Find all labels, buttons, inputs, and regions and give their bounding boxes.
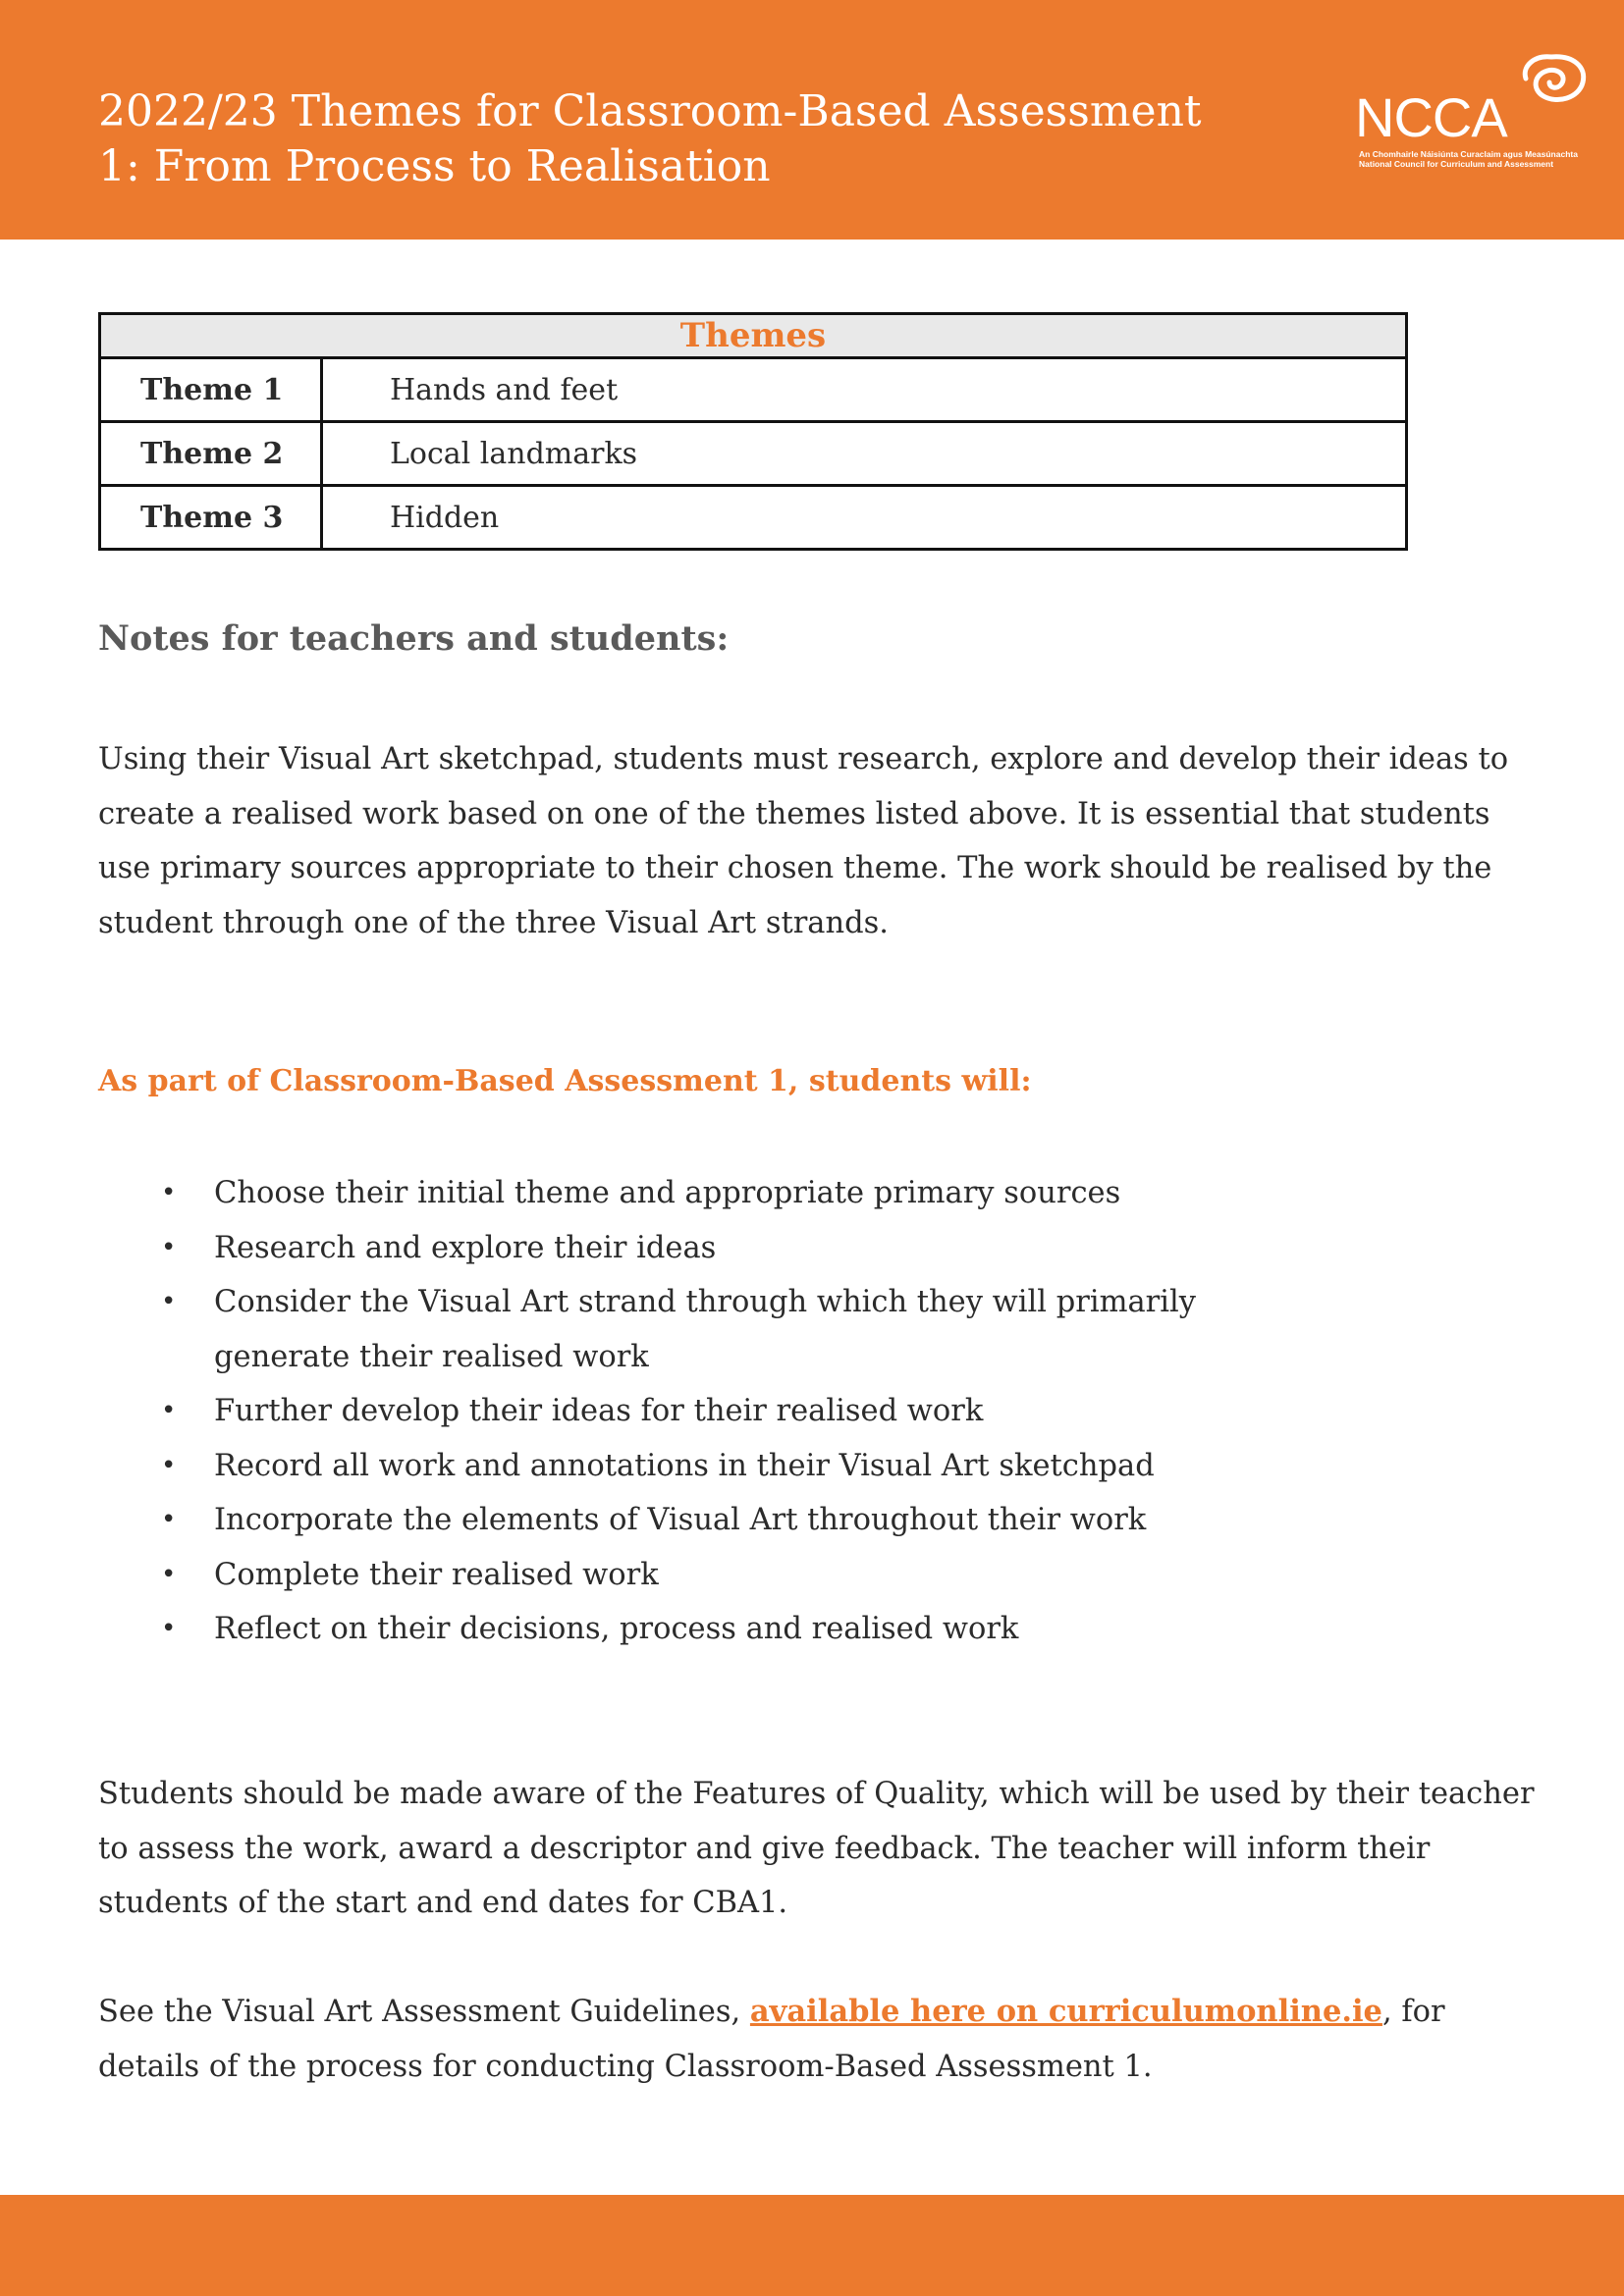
list-item: • Consider the Visual Art strand through which they will primarily generate their realised work (157, 1275, 1237, 1384)
table-row (100, 486, 1407, 550)
list-item: • Record all work and annotations in their Visual Art sketchpad (157, 1439, 1237, 1494)
theme-value: Hands and feet (322, 358, 1407, 422)
themes-table-heading: Themes (100, 314, 1407, 358)
footer-banner (0, 2195, 1624, 2296)
theme-label: Theme 3 (100, 486, 322, 550)
cba-heading: As part of Classroom-Based Assessment 1, students will: (98, 1064, 1032, 1098)
curriculumonline-link[interactable]: available here on curriculumonline.ie (749, 1994, 1382, 2029)
intro-paragraph: Using their Visual Art sketchpad, students must research, explore and develop their ideas to create a realised work based on one of the themes listed above. It is essential that students use primary sources appropriate to their chosen theme. The work should be realised by the student through one of the three Visual Art strands. (98, 742, 1509, 940)
list-item: • Complete their realised work (157, 1548, 1237, 1603)
list-item: • Choose their initial theme and appropriate primary sources (157, 1166, 1237, 1221)
page-title-line-2: 1: From Process to Realisation (98, 141, 771, 191)
page-title-line-1: 2022/23 Themes for Classroom-Based Assessment (98, 86, 1202, 136)
features-of-quality-paragraph: Students should be made aware of the Features of Quality, which will be used by their teacher to assess the work, award a descriptor and give feedback. The teacher will inform their students of the start and end dates for CBA1. (98, 1777, 1535, 1920)
list-item: • Research and explore their ideas (157, 1221, 1237, 1276)
list-item: • Further develop their ideas for their realised work (157, 1384, 1237, 1439)
swirl-logo-icon (1512, 49, 1591, 118)
logo-subtitle-irish: An Chomhairle Náisiúnta Curaclaim agus Measúnachta (1359, 149, 1578, 159)
theme-value: Hidden (322, 486, 1407, 550)
guidelines-text-after: , for details of the process for conducting Classroom-Based Assessment 1. (98, 1995, 1445, 2084)
logo-subtitle-english: National Council for Curriculum and Assessment (1359, 159, 1554, 169)
ncca-logo (1355, 49, 1591, 177)
table-row (100, 358, 1407, 422)
theme-value: Local landmarks (322, 422, 1407, 486)
guidelines-paragraph (98, 1985, 1542, 2094)
table-row (100, 422, 1407, 486)
themes-table (98, 312, 1408, 551)
list-item: • Reflect on their decisions, process and realised work (157, 1602, 1237, 1657)
page-title (98, 84, 1257, 194)
header-banner (0, 0, 1624, 240)
logo-subtitle (1359, 149, 1595, 169)
guidelines-text-before: See the Visual Art Assessment Guidelines, (98, 1995, 750, 2029)
notes-heading: Notes for teachers and students: (98, 618, 730, 659)
list-item: • Incorporate the elements of Visual Art throughout their work (157, 1493, 1237, 1548)
cba-steps-list (157, 1166, 1237, 1657)
theme-label: Theme 2 (100, 422, 322, 486)
theme-label: Theme 1 (100, 358, 322, 422)
logo-wordmark: NCCA (1355, 86, 1507, 148)
